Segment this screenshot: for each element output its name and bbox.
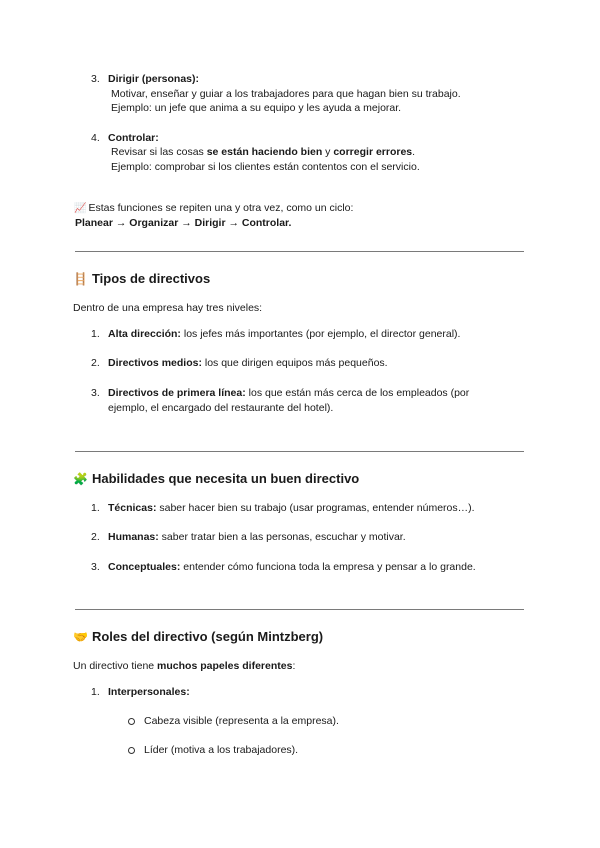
list-number: 3. [91, 561, 100, 573]
divider [75, 609, 524, 610]
section-heading: 🪜 Tipos de directivos [73, 271, 211, 286]
list-item: Alta dirección: los jefes más importantes (por ejemplo, el director general). [108, 328, 461, 340]
section-heading: 🧩 Habilidades que necesita un buen directivo [73, 471, 360, 486]
puzzle-piece-icon: 🧩 [73, 472, 88, 486]
list-item-text: Revisar si las cosas se están haciendo bien y corregir errores. [111, 146, 416, 158]
list-item-example: Ejemplo: un jefe que anima a su equipo y les ayuda a mejorar. [111, 102, 402, 114]
list-item-title: Interpersonales: [108, 686, 190, 698]
list-item-continued: ejemplo, el encargado del restaurante del hotel). [108, 402, 334, 414]
list-item: Humanas: saber tratar bien a las personas, escuchar y motivar. [108, 531, 406, 543]
list-item-title: Dirigir (personas): [108, 73, 200, 85]
handshake-icon: 🤝 [73, 630, 88, 644]
list-item-example: Ejemplo: comprobar si los clientes están contentos con el servicio. [111, 161, 420, 173]
list-item: Conceptuales: entender cómo funciona toda la empresa y pensar a lo grande. [108, 561, 476, 573]
list-number: 3. [91, 73, 100, 85]
chart-increasing-icon: 📈 [74, 203, 87, 214]
section-intro: Un directivo tiene muchos papeles diferentes: [73, 660, 296, 672]
divider [75, 251, 524, 252]
list-number: 1. [91, 502, 100, 514]
list-item: Técnicas: saber hacer bien su trabajo (usar programas, entender números…). [108, 502, 475, 514]
list-number: 1. [91, 328, 100, 340]
list-item: Directivos medios: los que dirigen equipos más pequeños. [108, 357, 388, 369]
cycle-sequence: Planear → Organizar → Dirigir → Controlar. [75, 217, 292, 229]
sub-list-item: Cabeza visible (representa a la empresa). [144, 715, 339, 727]
list-number: 1. [91, 686, 100, 698]
list-item-title: Controlar: [108, 132, 159, 144]
list-number: 2. [91, 531, 100, 543]
section-heading: 🤝 Roles del directivo (según Mintzberg) [73, 629, 324, 644]
cycle-note: 📈 Estas funciones se repiten una y otra vez, como un ciclo: [74, 202, 354, 214]
divider [75, 451, 524, 452]
list-item-text: Motivar, enseñar y guiar a los trabajadores para que hagan bien su trabajo. [111, 88, 461, 100]
ladder-icon: 🪜 [73, 272, 88, 286]
list-number: 2. [91, 357, 100, 369]
section-intro: Dentro de una empresa hay tres niveles: [73, 302, 263, 314]
list-item: Directivos de primera línea: los que están más cerca de los empleados (por [108, 387, 470, 399]
sub-list-item: Líder (motiva a los trabajadores). [144, 744, 299, 756]
list-number: 4. [91, 132, 100, 144]
list-number: 3. [91, 387, 100, 399]
hollow-bullet-icon [128, 718, 135, 725]
hollow-bullet-icon [128, 747, 135, 754]
